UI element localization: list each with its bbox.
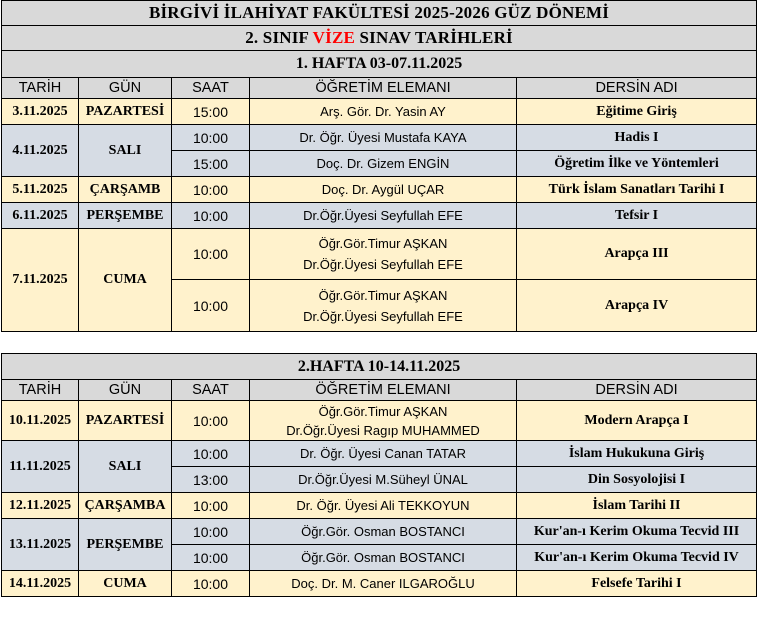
exam-course: Tefsir I	[517, 203, 757, 229]
exam-time: 10:00	[172, 203, 250, 229]
table-row	[2, 229, 757, 280]
column-header-teacher: ÖĞRETİM ELEMANI	[250, 380, 517, 401]
column-header-day: GÜN	[79, 380, 172, 401]
exam-date: 13.11.2025	[2, 519, 79, 571]
teacher-line: Dr.Öğr.Üyesi Ragıp MUHAMMED	[286, 422, 480, 438]
exam-teacher: Dr. Öğr. Üyesi Canan TATAR	[250, 441, 517, 467]
exam-time: 15:00	[172, 151, 250, 177]
table-row	[2, 493, 757, 519]
exam-course: İslam Tarihi II	[517, 493, 757, 519]
table-row	[2, 401, 757, 441]
exam-time: 10:00	[172, 519, 250, 545]
table-row	[2, 203, 757, 229]
exam-course: İslam Hukukuna Giriş	[517, 441, 757, 467]
exam-teacher: Dr.Öğr.Üyesi M.Süheyl ÜNAL	[250, 467, 517, 493]
exam-teacher: Arş. Gör. Dr. Yasin AY	[250, 99, 517, 125]
column-header-date: TARİH	[2, 78, 79, 99]
exam-teacher	[250, 401, 517, 441]
subtitle-suffix: SINAV TARİHLERİ	[355, 28, 513, 47]
exam-teacher: Doç. Dr. M. Caner ILGAROĞLU	[250, 571, 517, 597]
teacher-line: Öğr.Gör.Timur AŞKAN	[318, 236, 448, 251]
exam-time: 10:00	[172, 441, 250, 467]
column-header-course: DERSİN ADI	[517, 380, 757, 401]
week1-schedule-table	[1, 0, 757, 332]
exam-schedule-subtitle	[2, 26, 757, 51]
exam-day: PAZARTESİ	[79, 401, 172, 441]
exam-teacher	[250, 229, 517, 280]
table-row	[2, 125, 757, 151]
column-header-teacher: ÖĞRETİM ELEMANI	[250, 78, 517, 99]
exam-course: Kur'an-ı Kerim Okuma Tecvid IV	[517, 545, 757, 571]
exam-day: CUMA	[79, 229, 172, 332]
exam-course: Öğretim İlke ve Yöntemleri	[517, 151, 757, 177]
exam-teacher: Doç. Dr. Gizem ENGİN	[250, 151, 517, 177]
exam-teacher: Doç. Dr. Aygül UÇAR	[250, 177, 517, 203]
column-header-time: SAAT	[172, 78, 250, 99]
faculty-title: BİRGİVİ İLAHİYAT FAKÜLTESİ 2025-2026 GÜZ DÖNEMİ	[2, 1, 757, 26]
column-header-course: DERSİN ADI	[517, 78, 757, 99]
exam-course: Kur'an-ı Kerim Okuma Tecvid III	[517, 519, 757, 545]
exam-time: 10:00	[172, 229, 250, 280]
exam-teacher: Dr. Öğr. Üyesi Mustafa KAYA	[250, 125, 517, 151]
exam-date: 7.11.2025	[2, 229, 79, 332]
exam-course: Hadis I	[517, 125, 757, 151]
exam-course: Eğitime Giriş	[517, 99, 757, 125]
exam-date: 6.11.2025	[2, 203, 79, 229]
table-row	[2, 99, 757, 125]
exam-time: 10:00	[172, 571, 250, 597]
table-row	[2, 571, 757, 597]
subtitle-vize-highlight: VİZE	[312, 28, 356, 47]
exam-teacher	[250, 280, 517, 332]
exam-teacher: Dr. Öğr. Üyesi Ali TEKKOYUN	[250, 493, 517, 519]
exam-course: Arapça III	[517, 229, 757, 280]
week2-title: 2.HAFTA 10-14.11.2025	[2, 354, 757, 380]
week1-title: 1. HAFTA 03-07.11.2025	[2, 51, 757, 78]
teacher-line: Öğr.Gör.Timur AŞKAN	[318, 403, 448, 419]
exam-time: 10:00	[172, 493, 250, 519]
exam-time: 10:00	[172, 401, 250, 441]
exam-day: PERŞEMBE	[79, 519, 172, 571]
exam-course: Din Sosyolojisi I	[517, 467, 757, 493]
exam-day: SALI	[79, 125, 172, 177]
exam-time: 10:00	[172, 280, 250, 332]
exam-date: 14.11.2025	[2, 571, 79, 597]
exam-time: 10:00	[172, 125, 250, 151]
teacher-line: Dr.Öğr.Üyesi Seyfullah EFE	[303, 257, 463, 272]
exam-day: ÇARŞAMBA	[79, 493, 172, 519]
column-header-day: GÜN	[79, 78, 172, 99]
exam-time: 10:00	[172, 177, 250, 203]
exam-course: Türk İslam Sanatları Tarihi I	[517, 177, 757, 203]
exam-time: 15:00	[172, 99, 250, 125]
exam-teacher: Öğr.Gör. Osman BOSTANCI	[250, 519, 517, 545]
exam-time: 13:00	[172, 467, 250, 493]
subtitle-prefix: 2. SINIF	[245, 28, 313, 47]
exam-day: PERŞEMBE	[79, 203, 172, 229]
teacher-line: Dr.Öğr.Üyesi Seyfullah EFE	[303, 308, 463, 324]
table-row	[2, 177, 757, 203]
exam-day: ÇARŞAMB	[79, 177, 172, 203]
exam-course: Modern Arapça I	[517, 401, 757, 441]
exam-course: Felsefe Tarihi I	[517, 571, 757, 597]
table-row	[2, 519, 757, 545]
exam-date: 12.11.2025	[2, 493, 79, 519]
column-header-time: SAAT	[172, 380, 250, 401]
teacher-line: Öğr.Gör.Timur AŞKAN	[318, 287, 448, 303]
exam-day: PAZARTESİ	[79, 99, 172, 125]
exam-teacher: Dr.Öğr.Üyesi Seyfullah EFE	[250, 203, 517, 229]
exam-date: 10.11.2025	[2, 401, 79, 441]
exam-day: SALI	[79, 441, 172, 493]
exam-date: 11.11.2025	[2, 441, 79, 493]
table-row	[2, 441, 757, 467]
exam-course: Arapça IV	[517, 280, 757, 332]
column-header-date: TARİH	[2, 380, 79, 401]
exam-date: 5.11.2025	[2, 177, 79, 203]
exam-date: 3.11.2025	[2, 99, 79, 125]
exam-day: CUMA	[79, 571, 172, 597]
exam-date: 4.11.2025	[2, 125, 79, 177]
exam-time: 10:00	[172, 545, 250, 571]
week2-schedule-table	[1, 353, 757, 597]
exam-teacher: Öğr.Gör. Osman BOSTANCI	[250, 545, 517, 571]
